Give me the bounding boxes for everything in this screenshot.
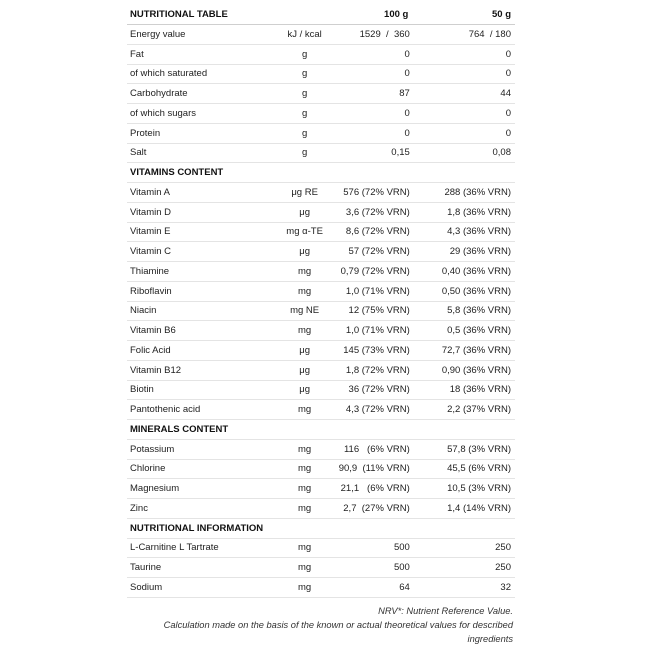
nutrient-name: Vitamin E	[130, 226, 171, 238]
nutrient-unit: mg	[298, 562, 312, 574]
nutrient-unit: g	[301, 48, 308, 60]
value-per-100g: 1,0 (71% VRN)	[345, 285, 410, 297]
value-per-50g: 44	[500, 88, 511, 100]
info-rows	[127, 539, 515, 598]
value-per-50g: 764 / 180	[468, 28, 511, 40]
nutrient-name: Pantothenic acid	[130, 404, 201, 416]
table-row	[127, 262, 515, 282]
table-row	[127, 144, 515, 164]
value-per-100g: 2,7 (27% VRN)	[343, 502, 410, 514]
nrv-note: NRV*: Nutrient Reference Value.	[378, 606, 513, 616]
nutrient-name: Riboflavin	[130, 285, 172, 297]
table-row	[127, 539, 515, 559]
table-row	[127, 84, 515, 104]
nutrient-name: Taurine	[130, 562, 162, 574]
value-per-50g: 0	[505, 107, 511, 119]
value-per-50g: 57,8 (3% VRN)	[447, 443, 511, 455]
value-per-100g: 1,0 (71% VRN)	[345, 325, 410, 337]
value-per-100g: 8,6 (72% VRN)	[345, 226, 410, 238]
table-row	[127, 321, 515, 341]
nutrient-name: Sodium	[130, 581, 163, 593]
vitamins-section-title	[127, 163, 515, 183]
nutrient-name: of which saturated	[130, 68, 208, 80]
nutrient-unit: g	[301, 88, 308, 100]
value-per-50g: 18 (36% VRN)	[449, 384, 511, 396]
value-per-100g: 90,9 (11% VRN)	[338, 463, 410, 475]
value-per-100g: 116 (6% VRN)	[343, 443, 410, 455]
value-per-100g: 0,15	[391, 147, 410, 159]
nutrient-name: of which sugars	[130, 107, 197, 119]
value-per-100g: 0,79 (72% VRN)	[340, 265, 410, 277]
value-per-50g: 250	[495, 542, 511, 554]
nutrient-unit: μg	[299, 364, 310, 376]
nutrient-unit: g	[301, 68, 308, 80]
nutrient-name: Vitamin D	[130, 206, 172, 218]
info-section-label: NUTRITIONAL INFORMATION	[130, 522, 264, 534]
nutrient-name: Vitamin B12	[130, 364, 182, 376]
nutrient-name: Vitamin C	[130, 246, 172, 258]
value-per-100g: 1,8 (72% VRN)	[345, 364, 410, 376]
value-per-100g: 36 (72% VRN)	[348, 384, 410, 396]
value-per-50g: 29 (36% VRN)	[449, 246, 511, 258]
value-per-50g: 0,08	[492, 147, 511, 159]
nutrient-unit: mg	[298, 542, 312, 554]
value-per-50g: 250	[495, 562, 511, 574]
nutrition-table	[127, 4, 515, 598]
nutrient-unit: kJ / kcal	[287, 28, 322, 40]
nutrient-unit: μg	[299, 384, 310, 396]
value-per-100g: 3,6 (72% VRN)	[345, 206, 410, 218]
nutrient-name: Protein	[130, 127, 161, 139]
value-per-100g: 0	[404, 127, 410, 139]
per-100g-column-header: 100 g	[384, 8, 409, 20]
nutrient-name: L-Carnitine L Tartrate	[130, 542, 219, 554]
value-per-50g: 32	[500, 581, 511, 593]
value-per-50g: 0,5 (36% VRN)	[447, 325, 511, 337]
value-per-50g: 2,2 (37% VRN)	[447, 404, 511, 416]
table-row	[127, 203, 515, 223]
table-row	[127, 578, 515, 598]
nutrient-name: Thiamine	[130, 265, 170, 277]
table-row	[127, 282, 515, 302]
table-header-row	[127, 4, 515, 25]
calculation-note: Calculation made on the basis of the known or actual theoretical values for described ingredients	[163, 620, 513, 644]
table-row	[127, 183, 515, 203]
nutrient-name: Vitamin B6	[130, 325, 176, 337]
nutrient-unit: mg	[298, 404, 312, 416]
per-50g-column-header: 50 g	[491, 8, 511, 20]
value-per-100g: 12 (75% VRN)	[348, 305, 410, 317]
nutrient-unit: mg	[298, 285, 312, 297]
nutrient-unit: mg	[298, 325, 312, 337]
table-row	[127, 65, 515, 85]
vitamins-section-label: VITAMINS CONTENT	[130, 167, 224, 179]
nutrition-rows	[127, 25, 515, 163]
nutrient-name: Chlorine	[130, 463, 166, 475]
nutrient-unit: mg NE	[290, 305, 320, 317]
nutrient-name: Vitamin A	[130, 186, 170, 198]
value-per-50g: 0	[505, 127, 511, 139]
value-per-100g: 145 (73% VRN)	[343, 344, 410, 356]
value-per-50g: 0	[505, 48, 511, 60]
table-row	[127, 223, 515, 243]
value-per-50g: 5,8 (36% VRN)	[447, 305, 511, 317]
value-per-100g: 576 (72% VRN)	[343, 186, 410, 198]
vitamin-rows	[127, 183, 515, 420]
nutrient-unit: g	[301, 107, 308, 119]
value-per-100g: 500	[393, 562, 410, 574]
nutrient-name: Fat	[130, 48, 144, 60]
table-row	[127, 104, 515, 124]
table-row	[127, 45, 515, 65]
minerals-section-label: MINERALS CONTENT	[130, 423, 229, 435]
value-per-100g: 21,1 (6% VRN)	[340, 483, 410, 495]
value-per-100g: 4,3 (72% VRN)	[345, 404, 410, 416]
value-per-50g: 0,40 (36% VRN)	[441, 265, 511, 277]
nutrient-unit: μg	[299, 246, 310, 258]
nutrient-name: Folic Acid	[130, 344, 171, 356]
value-per-50g: 0,50 (36% VRN)	[441, 285, 511, 297]
minerals-section-title	[127, 420, 515, 440]
nutrient-name: Zinc	[130, 502, 148, 514]
value-per-50g: 10,5 (3% VRN)	[447, 483, 511, 495]
nutrient-unit: μg	[299, 206, 310, 218]
table-row	[127, 341, 515, 361]
nutrient-unit: mg	[298, 502, 312, 514]
mineral-rows	[127, 440, 515, 519]
nutrient-name: Niacin	[130, 305, 157, 317]
nutrient-unit: mg	[298, 483, 312, 495]
nutrient-name: Magnesium	[130, 483, 180, 495]
nutrient-unit: mg α-TE	[286, 226, 323, 238]
table-row	[127, 361, 515, 381]
info-section-title	[127, 519, 515, 539]
table-row	[127, 381, 515, 401]
value-per-100g: 57 (72% VRN)	[348, 246, 410, 258]
nutrient-name: Biotin	[130, 384, 154, 396]
nutrient-name: Potassium	[130, 443, 175, 455]
nutrient-unit: mg	[298, 581, 312, 593]
nutrient-name: Energy value	[130, 28, 186, 40]
nutrient-unit: g	[301, 147, 308, 159]
table-row	[127, 479, 515, 499]
value-per-50g: 4,3 (36% VRN)	[447, 226, 511, 238]
value-per-100g: 1529 / 360	[359, 28, 410, 40]
table-row	[127, 124, 515, 144]
nutrient-unit: μg	[299, 344, 310, 356]
value-per-100g: 0	[404, 68, 410, 80]
value-per-50g: 0	[505, 68, 511, 80]
table-row	[127, 558, 515, 578]
nutrient-name: Salt	[130, 147, 147, 159]
value-per-100g: 500	[393, 542, 410, 554]
value-per-100g: 87	[399, 88, 410, 100]
nutrient-unit: mg	[298, 443, 312, 455]
value-per-50g: 288 (36% VRN)	[444, 186, 511, 198]
nutrient-unit: μg RE	[291, 186, 318, 198]
table-row	[127, 302, 515, 322]
nutrient-unit: mg	[298, 463, 312, 475]
table-row	[127, 25, 515, 45]
value-per-50g: 72,7 (36% VRN)	[441, 344, 511, 356]
nutrient-unit: mg	[298, 265, 312, 277]
value-per-50g: 45,5 (6% VRN)	[447, 463, 511, 475]
value-per-50g: 0,90 (36% VRN)	[441, 364, 511, 376]
table-row	[127, 499, 515, 519]
table-row	[127, 440, 515, 460]
nutrient-unit: g	[301, 127, 308, 139]
value-per-50g: 1,4 (14% VRN)	[447, 502, 511, 514]
value-per-100g: 0	[404, 48, 410, 60]
nutrient-name: Carbohydrate	[130, 88, 188, 100]
footnotes	[127, 604, 513, 646]
value-per-100g: 0	[404, 107, 410, 119]
table-row	[127, 460, 515, 480]
value-per-100g: 64	[399, 581, 410, 593]
table-title: NUTRITIONAL TABLE	[130, 8, 228, 20]
table-row	[127, 242, 515, 262]
value-per-50g: 1,8 (36% VRN)	[447, 206, 511, 218]
table-row	[127, 400, 515, 420]
